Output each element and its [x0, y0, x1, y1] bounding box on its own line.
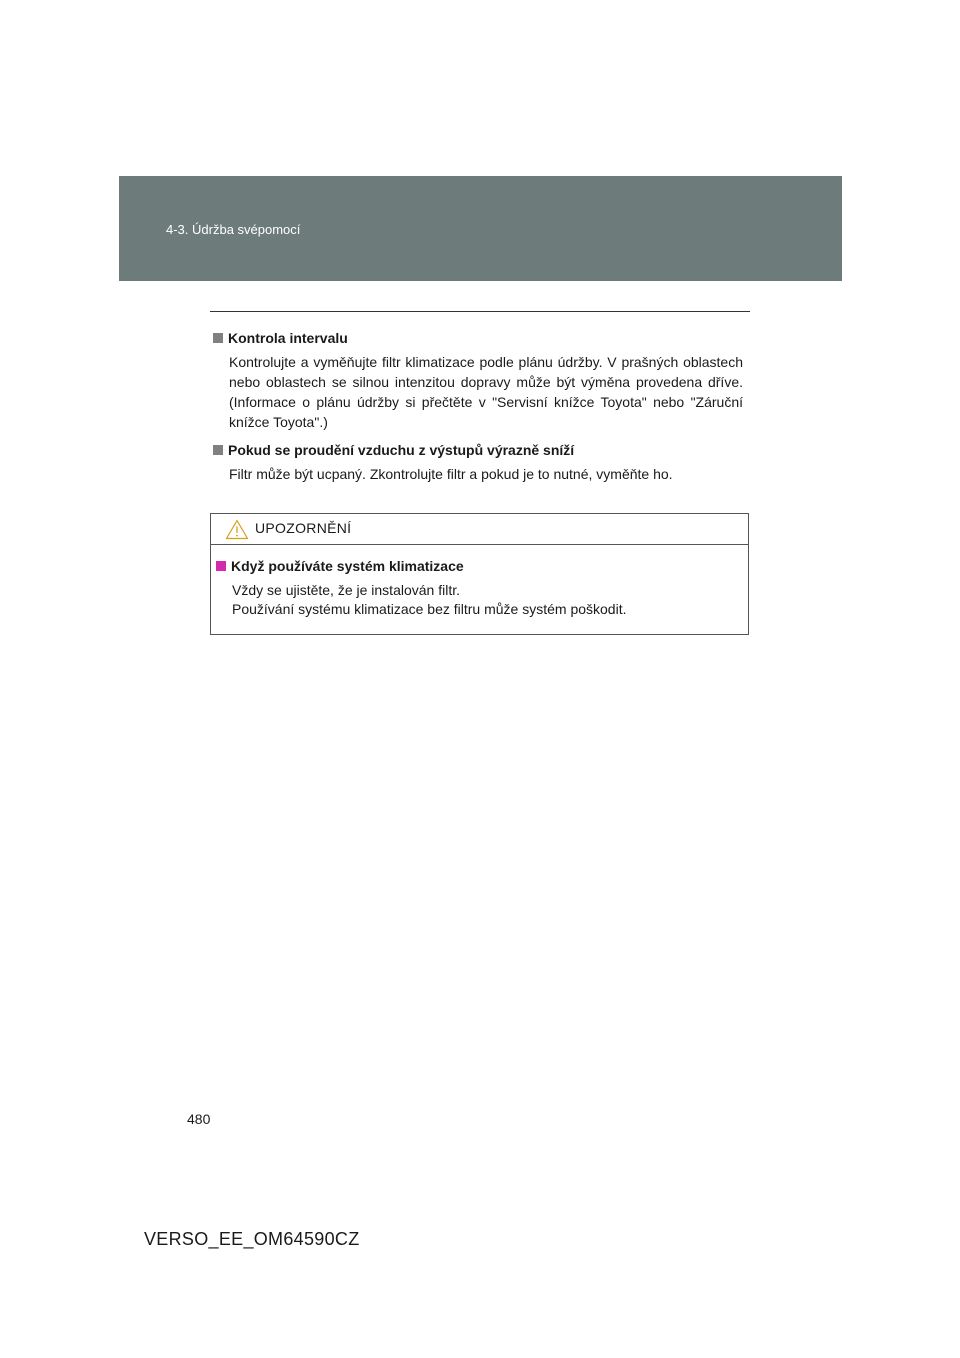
warning-line: Vždy se ujistěte, že je instalován filtr. — [232, 582, 460, 598]
warning-header — [211, 514, 748, 545]
page-number: 480 — [187, 1111, 211, 1127]
warning-heading — [216, 556, 748, 576]
document-code: VERSO_EE_OM64590CZ — [144, 1229, 360, 1249]
square-bullet-icon — [216, 561, 226, 571]
section-heading — [213, 440, 743, 460]
warning-body — [232, 581, 748, 619]
warning-box — [210, 513, 749, 635]
square-bullet-icon — [213, 445, 223, 455]
section-heading — [213, 328, 743, 348]
warning-heading-text: Když používáte systém klimatizace — [231, 558, 464, 574]
section-body: Kontrolujte a vyměňujte filtr klimatizace podle plánu údržby. V prašných oblastech nebo oblastech se silnou intenzitou dopravy může být výměna provedena dříve. (Informace o plánu údržby si přečtěte v "Servisní knížce Toyota" nebo "Záruční knížce Toyota".) — [229, 354, 743, 430]
warning-line: Používání systému klimatizace bez filtru může systém poškodit. — [232, 601, 627, 617]
header-band — [119, 176, 842, 281]
warning-title: UPOZORNĚNÍ — [255, 520, 352, 536]
top-rule — [210, 311, 750, 312]
section-body: Filtr může být ucpaný. Zkontrolujte filtr a pokud je to nutné, vyměňte ho. — [229, 466, 673, 482]
section-title: 4-3. Údržba svépomocí — [166, 222, 301, 237]
main-content — [213, 328, 743, 484]
section-heading-text: Kontrola intervalu — [228, 330, 348, 346]
warning-content — [211, 545, 748, 619]
square-bullet-icon — [213, 333, 223, 343]
section-interval — [213, 328, 743, 432]
section-airflow — [213, 440, 743, 484]
warning-triangle-icon — [225, 519, 249, 540]
section-heading-text: Pokud se proudění vzduchu z výstupů výrazně sníží — [228, 442, 575, 458]
